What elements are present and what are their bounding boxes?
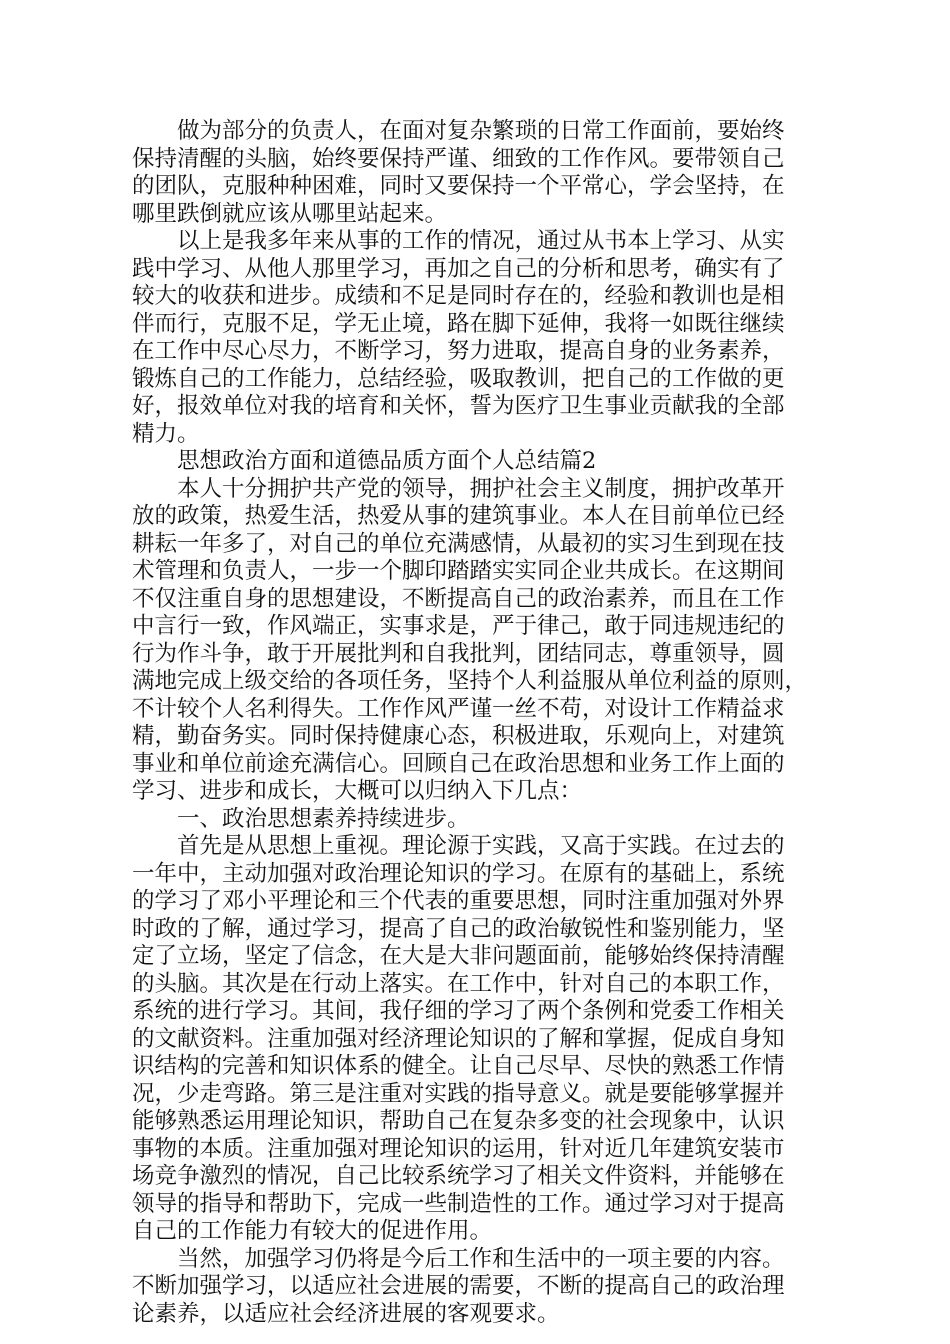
paragraph-summary: 以上是我多年来从事的工作的情况，通过从书本上学习、从实 践中学习、从他人那里学习，再加之自己的分析和思考，确实有了 较大的收获和进步。成绩和不足是同时存在的，经验和教训也是相 伴而行，克服不足，学无止境，路在脚下延伸，我将一如既往继续 在工作中尽心尽力，不断学习，努力进取，提高自身的业务素养， 锻炼自己的工作能力，总结经验，吸取教训，把自己的工作做的更 好，报效单位对我的培育和关怀，誓为医疗卫生事业贡献我的全部 精力。	[132, 228, 785, 447]
document-body	[132, 118, 812, 1328]
paragraph-conclusion: 当然，加强学习仍将是今后工作和生活中的一项主要的内容。 不断加强学习，以适应社会进展的需要，不断的提高自己的政治理 论素养，以适应社会经济进展的客观要求。	[132, 1245, 785, 1327]
paragraph-study-theory: 首先是从思想上重视。理论源于实践，又高于实践。在过去的 一年中，主动加强对政治理论知识的学习。在原有的基础上，系统 的学习了邓小平理论和三个代表的重要思想，同时注重加强对外界 时政的了解，通过学习，提高了自己的政治敏锐性和鉴别能力，坚 定了立场，坚定了信念，在大是大非问题面前，能够始终保持清醒 的头脑。其次是在行动上落实。在工作中，针对自己的本职工作， 系统的进行学习。其间，我仔细的学习了两个条例和党委工作相关 的文献资料。注重加强对经济理论知识的了解和掌握，促成自身知 识结构的完善和知识体系的健全。让自己尽早、尽快的熟悉工作情 况，少走弯路。第三是注重对实践的指导意义。就是要能够掌握并 能够熟悉运用理论知识，帮助自己在复杂多变的社会现象中，认识 事物的本质。注重加强对理论知识的运用，针对近几年建筑安装市 场竞争激烈的情况，自己比较系统学习了相关文件资料，并能够在 领导的指导和帮助下，完成一些制造性的工作。通过学习对于提高 自己的工作能力有较大的促进作用。	[132, 833, 785, 1244]
section-heading: 思想政治方面和道德品质方面个人总结篇2	[177, 448, 597, 474]
subheading-political-progress: 一、政治思想素养持续进步。	[177, 805, 470, 832]
paragraph-responsibility: 做为部分的负责人，在面对复杂繁琐的日常工作面前，要始终 保持清醒的头脑，始终要保持严谨、细致的工作作风。要带领自己 的团队，克服种种困难，同时又要保持一个平常心，学会坚持，在 哪里跌倒就应该从哪里站起来。	[132, 118, 785, 227]
paragraph-introduction: 本人十分拥护共产党的领导，拥护社会主义制度，拥护改革开 放的政策，热爱生活，热爱从事的建筑事业。本人在目前单位已经 耕耘一年多了，对自己的单位充满感情，从最初的实习生到现在技 术管理和负责人，一步一个脚印踏踏实实同企业共成长。在这期间 不仅注重自身的思想建设，不断提高自己的政治素养，而且在工作 中言行一致，作风端正，实事求是，严于律己，敢于同违规违纪的 行为作斗争，敢于开展批判和自我批判，团结同志，尊重领导，圆 满地完成上级交给的各项任务，坚持个人利益服从单位利益的原则， 不计较个人名利得失。工作作风严谨一丝不苟，对设计工作精益求 精，勤奋务实。同时保持健康心态，积极进取，乐观向上，对建筑 事业和单位前途充满信心。回顾自己在政治思想和业务工作上面的 学习、进步和成长，大概可以归纳入下几点：	[132, 475, 808, 804]
